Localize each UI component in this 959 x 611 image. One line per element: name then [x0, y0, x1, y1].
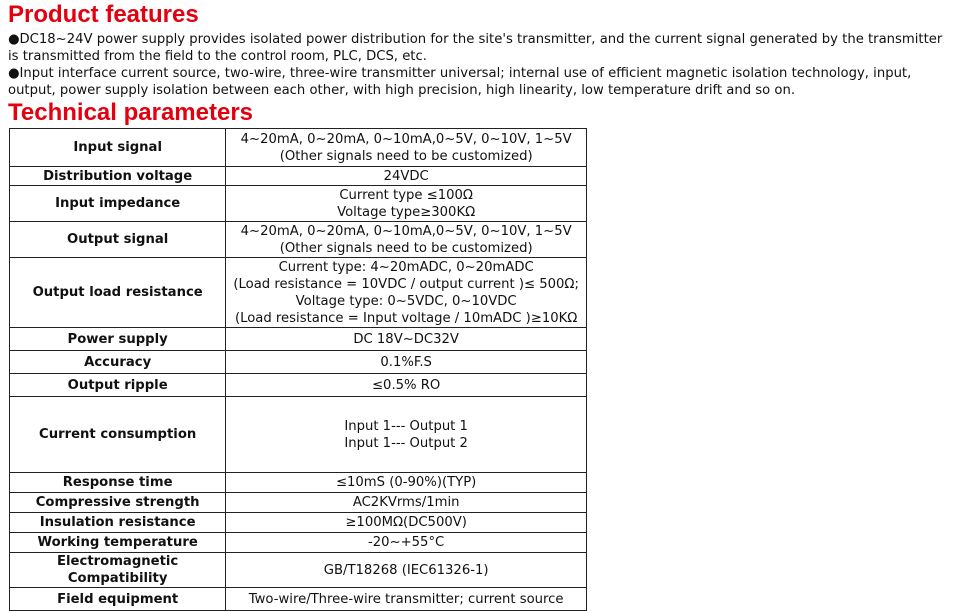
table-row — [10, 588, 587, 611]
table-row — [10, 397, 587, 473]
table-row — [10, 533, 587, 553]
table-row — [10, 129, 587, 167]
parameter-label: Input impedance — [10, 186, 226, 222]
table-row — [10, 553, 587, 588]
parameter-label: Current consumption — [10, 397, 226, 473]
table-row — [10, 374, 587, 397]
parameter-value — [226, 351, 587, 374]
table-row — [10, 513, 587, 533]
parameter-label: Field equipment — [10, 588, 226, 611]
parameter-value-line: (Other signals need to be customized) — [279, 148, 533, 164]
parameter-value — [226, 473, 587, 493]
parameter-label: Response time — [10, 473, 226, 493]
parameter-value-line: (Load resistance = 10VDC / output current )≤ 500Ω; — [233, 276, 579, 292]
parameter-label: Input signal — [10, 129, 226, 167]
parameter-value — [226, 374, 587, 397]
parameter-label: Power supply — [10, 328, 226, 351]
parameter-value — [226, 397, 587, 473]
parameter-value-line: (Load resistance = Input voltage / 10mADC )≥10KΩ — [234, 310, 578, 326]
technical-parameters-heading: Technical parameters — [8, 99, 254, 126]
parameter-value — [226, 328, 587, 351]
parameter-value-line: ≤10mS (0-90%)(TYP) — [335, 475, 477, 490]
technical-parameters-table — [9, 128, 587, 611]
table-row — [10, 258, 587, 328]
parameter-value — [226, 222, 587, 258]
parameter-value-line: Current type: 4~20mADC, 0~20mADC — [278, 259, 534, 275]
table-row — [10, 473, 587, 493]
parameter-value-line: 4~20mA, 0~20mA, 0~10mA,0~5V, 0~10V, 1~5V — [240, 131, 572, 147]
parameter-value-line: -20~+55°C — [368, 535, 445, 550]
parameter-label: Insulation resistance — [10, 513, 226, 533]
parameter-value-line: AC2KVrms/1min — [352, 495, 460, 510]
parameter-value — [226, 258, 587, 328]
parameter-value — [226, 493, 587, 513]
feature-paragraph-2: ●Input interface current source, two-wire, three-wire transmitter universal; internal use of efficient magnetic isolation technology, input, output, power supply isolation between each other, with high precision, high linearity, low temperature drift and so on. — [8, 66, 912, 98]
parameter-label: Output ripple — [10, 374, 226, 397]
parameter-value-line: Voltage type: 0~5VDC, 0~10VDC — [295, 293, 517, 309]
parameter-value-line: 0.1%F.S — [380, 354, 432, 370]
table-row — [10, 186, 587, 222]
parameter-label: Accuracy — [10, 351, 226, 374]
parameter-value-line: 4~20mA, 0~20mA, 0~10mA,0~5V, 0~10V, 1~5V — [240, 223, 572, 239]
parameter-label: Compressive strength — [10, 493, 226, 513]
parameter-value — [226, 588, 587, 611]
parameter-value-line: Two-wire/Three-wire transmitter; current source — [248, 591, 564, 607]
parameter-value-line: ≥100MΩ(DC500V) — [345, 515, 467, 530]
parameter-value — [226, 129, 587, 167]
table-row — [10, 493, 587, 513]
table-row — [10, 167, 587, 186]
parameter-value — [226, 553, 587, 588]
parameter-label: Working temperature — [10, 533, 226, 553]
parameter-value-line: DC 18V~DC32V — [353, 331, 459, 347]
parameter-value-line: Input 1--- Output 2 — [344, 435, 468, 451]
parameter-value-line: GB/T18268 (IEC61326-1) — [323, 562, 489, 578]
parameter-label: Distribution voltage — [10, 167, 226, 186]
parameter-value — [226, 186, 587, 222]
feature-paragraph-1: ●DC18~24V power supply provides isolated power distribution for the site's transmitter, and the current signal generated by the transmitter is transmitted from the field to the control room, PLC, DCS, etc. — [8, 32, 943, 64]
parameter-value-line: 24VDC — [383, 168, 429, 184]
parameter-value — [226, 167, 587, 186]
parameter-label: Output load resistance — [10, 258, 226, 328]
parameter-label: Output signal — [10, 222, 226, 258]
product-features-heading: Product features — [8, 1, 199, 28]
parameter-value-line: Input 1--- Output 1 — [344, 418, 468, 434]
parameter-value-line: Current type ≤100Ω — [339, 187, 473, 203]
table-row — [10, 328, 587, 351]
parameter-value-line: ≤0.5% RO — [372, 377, 441, 393]
table-row — [10, 351, 587, 374]
parameter-value-line: Voltage type≥300KΩ — [337, 204, 476, 220]
parameter-value-line: (Other signals need to be customized) — [279, 240, 533, 256]
table-row — [10, 222, 587, 258]
parameter-value — [226, 533, 587, 553]
parameter-label: Electromagnetic Compatibility — [10, 553, 226, 588]
parameter-value — [226, 513, 587, 533]
